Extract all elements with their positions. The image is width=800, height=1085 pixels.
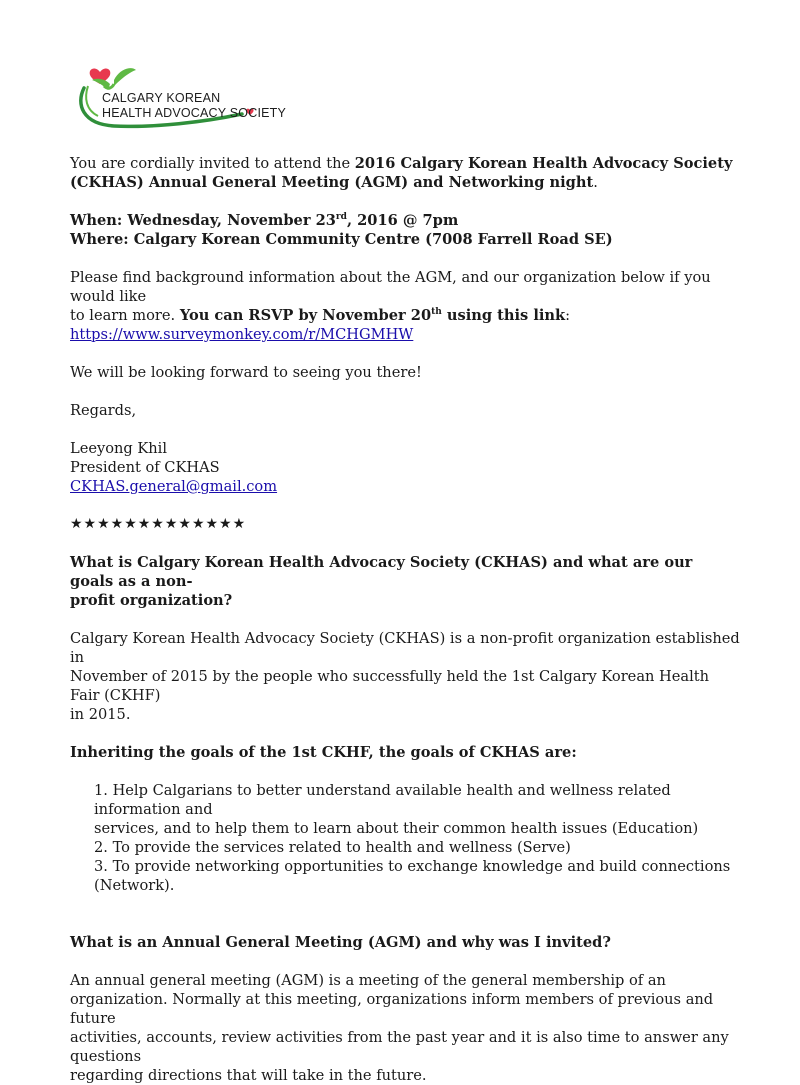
section3-heading <box>70 933 740 952</box>
section1-body-line-1: Calgary Korean Health Advocacy Society (CKHAS) is a non-profit organization established in <box>70 630 740 666</box>
star-divider: ★★★★★★★★★★★★★ <box>70 516 247 532</box>
rsvp-paragraph <box>70 268 740 344</box>
when-sup: rd <box>335 212 347 223</box>
rsvp-link-label: using this link <box>441 307 566 324</box>
signature-email-line <box>70 477 740 496</box>
rsvp-line-1: Please find background information about the AGM, and our organization below if you would like <box>70 269 711 305</box>
section1-heading <box>70 553 740 610</box>
rsvp-link[interactable]: https://www.surveymonkey.com/r/MCHGMHW <box>70 326 414 343</box>
list-item: 3. To provide networking opportunities to exchange knowledge and build connections <box>94 858 731 875</box>
logo-line-1: CALGARY KOREAN <box>102 91 221 105</box>
letter-body <box>70 154 740 1085</box>
list-item: (Network). <box>94 877 175 894</box>
logo-line-2: HEALTH ADVOCACY SOCIETY <box>102 106 287 120</box>
section2-heading <box>70 743 740 762</box>
section2-heading-text: Inheriting the goals of the 1st CKHF, the goals of CKHAS are: <box>70 744 577 761</box>
section1-body-line-2: November of 2015 by the people who successfully held the 1st Calgary Korean Health Fair (CKHF) <box>70 668 710 704</box>
section1-heading-line-1: What is Calgary Korean Health Advocacy Society (CKHAS) and what are our goals as a non- <box>70 554 693 590</box>
section3-body-line: An annual general meeting (AGM) is a meeting of the general membership of an <box>70 972 666 989</box>
closing-line: We will be looking forward to seeing you there! <box>70 364 422 381</box>
section3-body <box>70 971 740 1085</box>
section1-body <box>70 629 740 724</box>
when-text: When: Wednesday, November 23 <box>70 212 336 229</box>
event-name: 2016 Calgary Korean Health Advocacy Society (CKHAS) Annual General Meeting (AGM) and Networking night <box>70 155 733 191</box>
section3-body-line: activities, accounts, review activities from the past year and it is also time to answer any questions <box>70 1029 729 1065</box>
where-text: Where: Calgary Korean Community Centre (7008 Farrell Road SE) <box>70 231 613 248</box>
rsvp-deadline: You can RSVP by November 20 <box>179 307 432 324</box>
regards: Regards, <box>70 402 137 419</box>
list-item: services, and to help them to learn about their common health issues (Education) <box>94 820 699 837</box>
where-line <box>70 230 740 249</box>
section3-heading-text: What is an Annual General Meeting (AGM) and why was I invited? <box>70 934 611 951</box>
signature-name: Leeyong Khil <box>70 440 168 457</box>
signature-title: President of CKHAS <box>70 459 220 476</box>
list-item: 1. Help Calgarians to better understand available health and wellness related information and <box>94 782 671 818</box>
when-line <box>70 211 740 230</box>
list-item: 2. To provide the services related to health and wellness (Serve) <box>94 839 571 856</box>
section1-heading-line-2: profit organization? <box>70 592 233 609</box>
ckhas-logo <box>74 58 287 138</box>
section1-body-line-3: in 2015. <box>70 706 131 723</box>
section3-body-line: regarding directions that will take in the future. <box>70 1067 427 1084</box>
invitation-paragraph <box>70 154 740 192</box>
email-link[interactable]: CKHAS.general@gmail.com <box>70 478 278 495</box>
invitation-end: . <box>593 174 598 191</box>
when-time: , 2016 @ 7pm <box>346 212 459 229</box>
rsvp-line-2: to learn more. <box>70 307 180 324</box>
goals-list <box>94 781 740 895</box>
rsvp-colon: : <box>565 307 571 324</box>
section3-body-line: organization. Normally at this meeting, organizations inform members of previous and future <box>70 991 714 1027</box>
rsvp-sup: th <box>431 307 442 318</box>
invitation-text: You are cordially invited to attend the <box>70 155 355 172</box>
